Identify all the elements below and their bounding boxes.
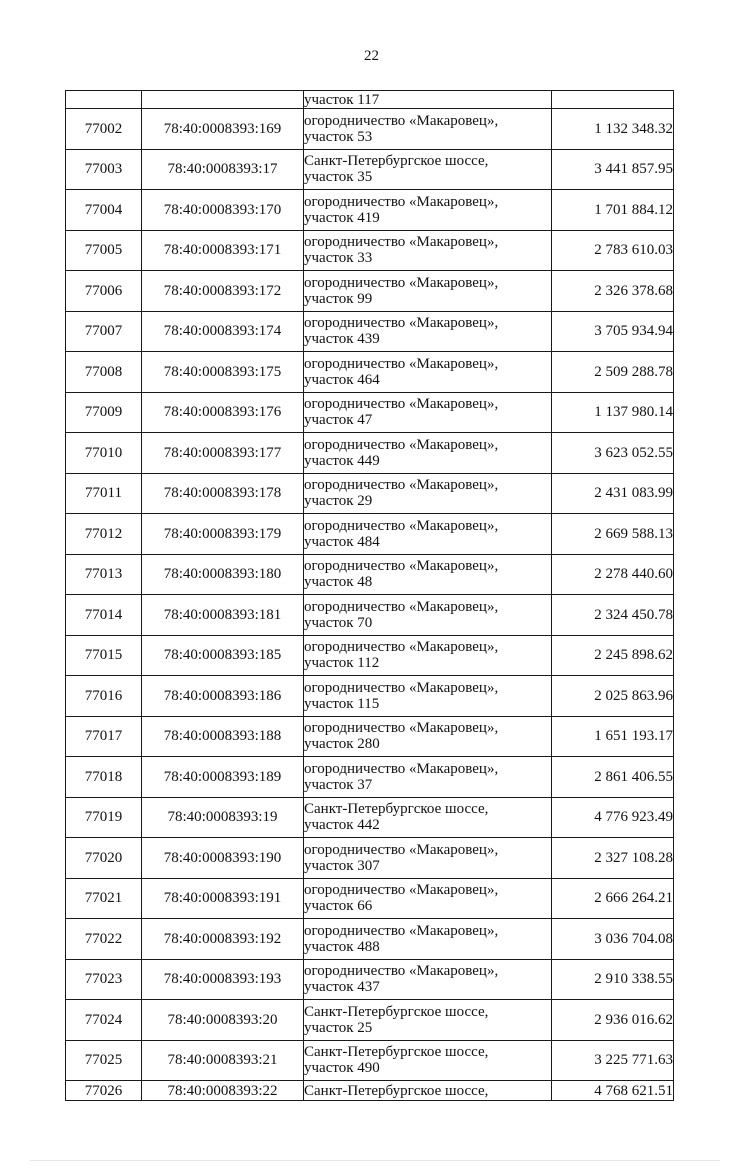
cadastral-number-cell: 78:40:0008393:176 xyxy=(142,392,304,433)
cadastral-value-cell: 3 441 857.95 xyxy=(552,149,674,190)
address-cell xyxy=(304,1000,552,1041)
cadastral-value-cell: 2 910 338.55 xyxy=(552,959,674,1000)
cadastral-value-cell: 2 431 083.99 xyxy=(552,473,674,514)
address-plot: участок 35 xyxy=(304,169,373,186)
row-number-cell: 77016 xyxy=(66,676,142,717)
table-row xyxy=(66,230,674,271)
address-cell xyxy=(304,433,552,474)
address-locality: огородничество «Макаровец», xyxy=(304,882,499,899)
cadastral-number-cell: 78:40:0008393:185 xyxy=(142,635,304,676)
cadastral-number-cell: 78:40:0008393:172 xyxy=(142,271,304,312)
address-locality: огородничество «Макаровец», xyxy=(304,436,499,453)
address-locality: огородничество «Макаровец», xyxy=(304,234,499,251)
table-row-continued xyxy=(66,91,674,109)
table-row xyxy=(66,149,674,190)
address-cell xyxy=(304,716,552,757)
row-number-cell: 77023 xyxy=(66,959,142,1000)
cadastral-value-cell: 1 132 348.32 xyxy=(552,109,674,150)
address-locality: огородничество «Макаровец», xyxy=(304,760,499,777)
row-number-cell: 77010 xyxy=(66,433,142,474)
cadastral-number-cell: 78:40:0008393:179 xyxy=(142,514,304,555)
table-row xyxy=(66,797,674,838)
address-locality: огородничество «Макаровец», xyxy=(304,720,499,737)
cadastral-value-cell: 1 651 193.17 xyxy=(552,716,674,757)
address-plot: участок 437 xyxy=(304,979,380,996)
cadastral-number-cell xyxy=(142,91,304,109)
cadastral-value-cell: 2 025 863.96 xyxy=(552,676,674,717)
address-plot: участок 47 xyxy=(304,412,373,429)
page-number: 22 xyxy=(364,48,379,64)
address-cell xyxy=(304,190,552,231)
cadastral-value-cell: 2 327 108.28 xyxy=(552,838,674,879)
row-number-cell: 77014 xyxy=(66,595,142,636)
cadastral-number-cell: 78:40:0008393:21 xyxy=(142,1040,304,1081)
table-row xyxy=(66,635,674,676)
cadastral-value-cell: 1 701 884.12 xyxy=(552,190,674,231)
cadastral-number-cell: 78:40:0008393:190 xyxy=(142,838,304,879)
cadastral-number-cell: 78:40:0008393:170 xyxy=(142,190,304,231)
row-number-cell: 77021 xyxy=(66,878,142,919)
row-number-cell: 77019 xyxy=(66,797,142,838)
address-locality: огородничество «Макаровец», xyxy=(304,315,499,332)
cadastral-value-cell: 3 225 771.63 xyxy=(552,1040,674,1081)
row-number-cell: 77007 xyxy=(66,311,142,352)
address-locality: огородничество «Макаровец», xyxy=(304,963,499,980)
row-number-cell: 77009 xyxy=(66,392,142,433)
address-plot: участок 280 xyxy=(304,736,380,753)
address-locality: Санкт-Петербургское шоссе, xyxy=(304,153,489,170)
row-number-cell: 77005 xyxy=(66,230,142,271)
address-cell xyxy=(304,959,552,1000)
address-plot: участок 490 xyxy=(304,1060,380,1077)
cadastral-value-cell: 2 861 406.55 xyxy=(552,757,674,798)
table-row xyxy=(66,919,674,960)
address-locality: огородничество «Макаровец», xyxy=(304,922,499,939)
cadastral-number-cell: 78:40:0008393:189 xyxy=(142,757,304,798)
address-plot: участок 48 xyxy=(304,574,373,591)
address-plot: участок 442 xyxy=(304,817,380,834)
table-row xyxy=(66,109,674,150)
cadastral-number-cell: 78:40:0008393:178 xyxy=(142,473,304,514)
address-locality: огородничество «Макаровец», xyxy=(304,517,499,534)
address-locality: огородничество «Макаровец», xyxy=(304,639,499,656)
table-row xyxy=(66,352,674,393)
cadastral-number-cell: 78:40:0008393:17 xyxy=(142,149,304,190)
cadastral-number-cell: 78:40:0008393:169 xyxy=(142,109,304,150)
cadastral-value-cell: 3 705 934.94 xyxy=(552,311,674,352)
row-number-cell: 77015 xyxy=(66,635,142,676)
address-plot: участок 66 xyxy=(304,898,373,915)
row-number-cell: 77022 xyxy=(66,919,142,960)
address-plot: участок 33 xyxy=(304,250,373,267)
address-cell xyxy=(304,757,552,798)
address-locality: огородничество «Макаровец», xyxy=(304,477,499,494)
address-plot: участок 25 xyxy=(304,1019,373,1036)
row-number-cell: 77013 xyxy=(66,554,142,595)
table-row xyxy=(66,716,674,757)
row-number-cell: 77017 xyxy=(66,716,142,757)
cadastral-number-cell: 78:40:0008393:177 xyxy=(142,433,304,474)
address-locality: огородничество «Макаровец», xyxy=(304,396,499,413)
row-number-cell: 77012 xyxy=(66,514,142,555)
cadastral-number-cell: 78:40:0008393:19 xyxy=(142,797,304,838)
address-locality: огородничество «Макаровец», xyxy=(304,558,499,575)
cadastral-number-cell: 78:40:0008393:175 xyxy=(142,352,304,393)
address-cell xyxy=(304,676,552,717)
address-cell xyxy=(304,109,552,150)
address-plot: участок 307 xyxy=(304,857,380,874)
address-plot: участок 29 xyxy=(304,493,373,510)
address-plot: участок 488 xyxy=(304,938,380,955)
table-row xyxy=(66,473,674,514)
cadastral-value-cell: 2 278 440.60 xyxy=(552,554,674,595)
table-row xyxy=(66,838,674,879)
address-plot: участок 70 xyxy=(304,614,373,631)
address-locality: огородничество «Макаровец», xyxy=(304,193,499,210)
cadastral-number-cell: 78:40:0008393:193 xyxy=(142,959,304,1000)
table-row xyxy=(66,311,674,352)
address-locality: огородничество «Макаровец», xyxy=(304,841,499,858)
cadastral-value-cell: 3 623 052.55 xyxy=(552,433,674,474)
address-locality: огородничество «Макаровец», xyxy=(304,598,499,615)
cadastral-number-cell: 78:40:0008393:181 xyxy=(142,595,304,636)
cadastral-number-cell: 78:40:0008393:186 xyxy=(142,676,304,717)
address-cell xyxy=(304,514,552,555)
cadastral-value-cell: 2 936 016.62 xyxy=(552,1000,674,1041)
address-cell xyxy=(304,311,552,352)
address-locality: огородничество «Макаровец», xyxy=(304,679,499,696)
table-row xyxy=(66,392,674,433)
cadastral-value-cell xyxy=(552,91,674,109)
address-plot: участок 449 xyxy=(304,452,380,469)
cadastral-value-table xyxy=(65,90,674,1101)
cadastral-number-cell: 78:40:0008393:192 xyxy=(142,919,304,960)
address-cell xyxy=(304,635,552,676)
row-number-cell: 77002 xyxy=(66,109,142,150)
table-row xyxy=(66,514,674,555)
address-cell xyxy=(304,392,552,433)
address-cell xyxy=(304,230,552,271)
cadastral-number-cell: 78:40:0008393:191 xyxy=(142,878,304,919)
table-row xyxy=(66,1040,674,1081)
cadastral-value-cell: 2 326 378.68 xyxy=(552,271,674,312)
address-plot: участок 464 xyxy=(304,371,380,388)
cadastral-value-cell: 2 666 264.21 xyxy=(552,878,674,919)
address-cell xyxy=(304,919,552,960)
row-number-cell: 77020 xyxy=(66,838,142,879)
row-number-cell: 77004 xyxy=(66,190,142,231)
table-row xyxy=(66,878,674,919)
scan-artifact-line xyxy=(30,1160,720,1161)
cadastral-value-cell: 4 776 923.49 xyxy=(552,797,674,838)
address-cell: участок 117 xyxy=(304,91,552,109)
address-plot: участок 53 xyxy=(304,128,373,145)
address-plot: участок 115 xyxy=(304,695,380,712)
cadastral-number-cell: 78:40:0008393:20 xyxy=(142,1000,304,1041)
cadastral-value-cell: 2 669 588.13 xyxy=(552,514,674,555)
cadastral-number-cell: 78:40:0008393:22 xyxy=(142,1081,304,1101)
cadastral-number-cell: 78:40:0008393:171 xyxy=(142,230,304,271)
row-number-cell: 77026 xyxy=(66,1081,142,1101)
table-row xyxy=(66,959,674,1000)
row-number-cell: 77018 xyxy=(66,757,142,798)
cadastral-value-cell: 2 509 288.78 xyxy=(552,352,674,393)
address-plot: участок 484 xyxy=(304,533,380,550)
address-locality: огородничество «Макаровец», xyxy=(304,355,499,372)
address-cell xyxy=(304,878,552,919)
address-cell xyxy=(304,271,552,312)
address-cell xyxy=(304,149,552,190)
address-cell xyxy=(304,595,552,636)
address-cell xyxy=(304,838,552,879)
table-row xyxy=(66,554,674,595)
cadastral-number-cell: 78:40:0008393:188 xyxy=(142,716,304,757)
row-number-cell: 77025 xyxy=(66,1040,142,1081)
address-cell xyxy=(304,797,552,838)
address-locality: Санкт-Петербургское шоссе, xyxy=(304,801,489,818)
cadastral-number-cell: 78:40:0008393:174 xyxy=(142,311,304,352)
cadastral-value-cell: 4 768 621.51 xyxy=(552,1081,674,1101)
table-row-truncated xyxy=(66,1081,674,1101)
cadastral-value-cell: 1 137 980.14 xyxy=(552,392,674,433)
cadastral-value-cell: 2 245 898.62 xyxy=(552,635,674,676)
address-cell: Санкт-Петербургское шоссе, xyxy=(304,1081,552,1101)
table-row xyxy=(66,271,674,312)
row-number-cell: 77011 xyxy=(66,473,142,514)
address-plot: участок 439 xyxy=(304,331,380,348)
cadastral-value-cell: 2 324 450.78 xyxy=(552,595,674,636)
cadastral-value-cell: 3 036 704.08 xyxy=(552,919,674,960)
address-plot: участок 419 xyxy=(304,209,380,226)
address-locality: огородничество «Макаровец», xyxy=(304,112,499,129)
row-number-cell: 77024 xyxy=(66,1000,142,1041)
table-row xyxy=(66,757,674,798)
table-row xyxy=(66,190,674,231)
address-plot: участок 37 xyxy=(304,776,373,793)
table-body xyxy=(66,91,674,1101)
row-number-cell: 77006 xyxy=(66,271,142,312)
table-row xyxy=(66,1000,674,1041)
address-cell xyxy=(304,554,552,595)
row-number-cell xyxy=(66,91,142,109)
cadastral-value-cell: 2 783 610.03 xyxy=(552,230,674,271)
address-plot: участок 112 xyxy=(304,655,380,672)
address-cell xyxy=(304,352,552,393)
address-plot: участок 99 xyxy=(304,290,373,307)
address-locality: Санкт-Петербургское шоссе, xyxy=(304,1003,489,1020)
table-row xyxy=(66,595,674,636)
table-row xyxy=(66,676,674,717)
table-row xyxy=(66,433,674,474)
row-number-cell: 77003 xyxy=(66,149,142,190)
address-locality: огородничество «Макаровец», xyxy=(304,274,499,291)
cadastral-number-cell: 78:40:0008393:180 xyxy=(142,554,304,595)
address-cell xyxy=(304,1040,552,1081)
address-cell xyxy=(304,473,552,514)
address-locality: Санкт-Петербургское шоссе, xyxy=(304,1044,489,1061)
row-number-cell: 77008 xyxy=(66,352,142,393)
